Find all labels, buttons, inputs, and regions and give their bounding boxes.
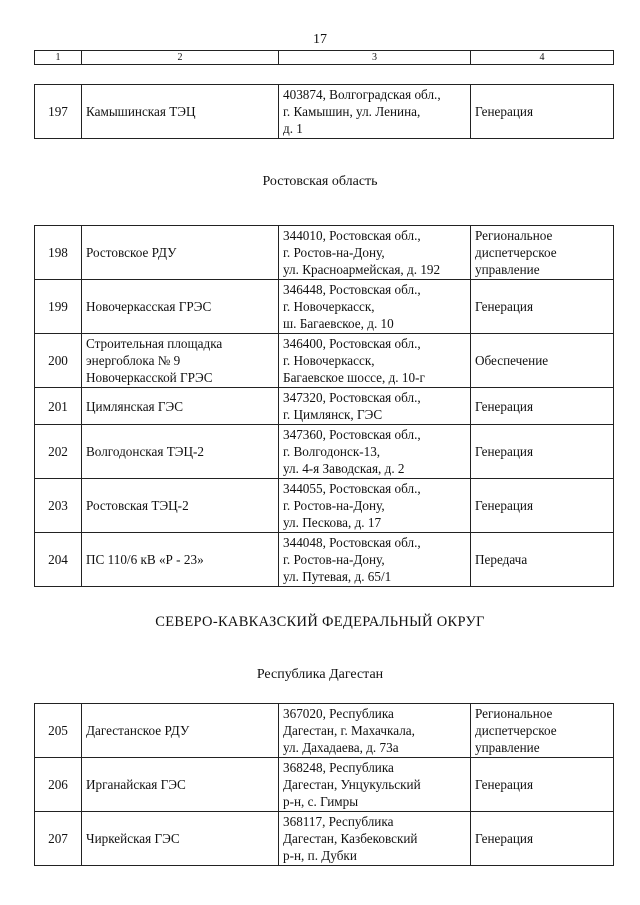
activity-type-line: Генерация: [475, 498, 534, 513]
address-line: Дагестан, Казбековский: [283, 831, 418, 846]
row-number: 202: [35, 425, 82, 479]
activity-type-line: Региональное: [475, 228, 553, 243]
address-cell: [279, 280, 471, 334]
address-line: 344055, Ростовская обл.,: [283, 481, 421, 496]
row-number: 199: [35, 280, 82, 334]
object-name-line: Камышинская ТЭЦ: [86, 104, 196, 119]
address-cell: [279, 758, 471, 812]
page-number: 17: [313, 32, 327, 47]
column-number-3: 3: [279, 51, 471, 65]
table-row: [35, 280, 614, 334]
rostov-region-heading: Ростовская область: [262, 174, 378, 189]
table-row: [35, 758, 614, 812]
row-number: 197: [35, 85, 82, 139]
address-line: г. Новочеркасск,: [283, 353, 375, 368]
row-number: 200: [35, 334, 82, 388]
activity-type-cell: [471, 388, 614, 425]
address-line: 367020, Республика: [283, 706, 394, 721]
address-line: Дагестан, Унцукульский: [283, 777, 421, 792]
address-line: г. Ростов-на-Дону,: [283, 245, 385, 260]
address-cell: [279, 812, 471, 866]
table-row: [35, 704, 614, 758]
address-line: г. Цимлянск, ГЭС: [283, 407, 383, 422]
column-number-2: 2: [82, 51, 279, 65]
activity-type-cell: [471, 812, 614, 866]
address-line: ул. Дахадаева, д. 73а: [283, 740, 399, 755]
table-row: [35, 812, 614, 866]
object-name-cell: [82, 226, 279, 280]
address-line: 344010, Ростовская обл.,: [283, 228, 421, 243]
object-name-cell: [82, 425, 279, 479]
volgograd-table: [34, 84, 614, 139]
activity-type-cell: [471, 758, 614, 812]
object-name-cell: [82, 280, 279, 334]
address-line: 403874, Волгоградская обл.,: [283, 87, 441, 102]
table-row: [35, 226, 614, 280]
address-line: г. Ростов-на-Дону,: [283, 552, 385, 567]
object-name-cell: [82, 704, 279, 758]
address-line: р-н, с. Гимры: [283, 794, 359, 809]
address-line: Багаевское шоссе, д. 10-г: [283, 370, 425, 385]
address-line: ул. Красноармейская, д. 192: [283, 262, 441, 277]
address-line: ул. Пескова, д. 17: [283, 515, 382, 530]
dagestan-republic-heading: Республика Дагестан: [256, 667, 384, 682]
activity-type-line: Генерация: [475, 398, 534, 414]
object-name-cell: [82, 533, 279, 587]
activity-type-line: Обеспечение: [475, 353, 549, 368]
address-cell: [279, 533, 471, 587]
address-cell: [279, 388, 471, 425]
address-line: 347360, Ростовская обл.,: [283, 427, 421, 442]
activity-type-line: Региональное: [475, 706, 553, 721]
address-cell: [279, 479, 471, 533]
row-number: 203: [35, 479, 82, 533]
object-name-line: Строительная площадка: [86, 336, 223, 351]
activity-type-cell: [471, 226, 614, 280]
address-line: ш. Багаевское, д. 10: [283, 316, 394, 331]
object-name-line: ПС 110/6 кВ «Р - 23»: [86, 552, 204, 567]
column-number-header: [34, 50, 614, 65]
address-line: 368248, Республика: [283, 760, 394, 775]
address-line: ул. 4-я Заводская, д. 2: [283, 461, 405, 476]
activity-type-line: диспетчерское: [475, 723, 557, 738]
address-line: 346400, Ростовская обл.,: [283, 336, 421, 351]
table-row: [35, 479, 614, 533]
column-number-1: 1: [35, 51, 82, 65]
table-row: [35, 533, 614, 587]
object-name-line: Волгодонская ТЭЦ-2: [86, 444, 204, 459]
object-name-line: Ростовское РДУ: [86, 245, 177, 260]
row-number: 207: [35, 812, 82, 866]
address-line: г. Волгодонск-13,: [283, 444, 381, 459]
dagestan-table: [34, 703, 614, 866]
address-line: г. Ростов-на-Дону,: [283, 498, 385, 513]
address-line: Дагестан, г. Махачкала,: [283, 723, 415, 738]
activity-type-line: Передача: [475, 552, 528, 567]
address-line: д. 1: [283, 121, 303, 136]
address-line: 344048, Ростовская обл.,: [283, 535, 421, 550]
activity-type-cell: [471, 533, 614, 587]
row-number: 201: [35, 388, 82, 425]
object-name-cell: [82, 388, 279, 425]
row-number: 204: [35, 533, 82, 587]
object-name-line: Цимлянская ГЭС: [86, 398, 184, 414]
object-name-cell: [82, 334, 279, 388]
activity-type-line: управление: [475, 740, 540, 755]
address-line: ул. Путевая, д. 65/1: [283, 569, 392, 584]
object-name-cell: [82, 758, 279, 812]
object-name-cell: [82, 812, 279, 866]
activity-type-line: управление: [475, 262, 540, 277]
activity-type-line: Генерация: [475, 777, 534, 792]
activity-type-cell: [471, 280, 614, 334]
table-row: [35, 425, 614, 479]
object-name-line: Дагестанское РДУ: [86, 723, 190, 738]
table-row: [35, 334, 614, 388]
object-name-line: Чиркейская ГЭС: [86, 831, 180, 846]
address-line: г. Камышин, ул. Ленина,: [283, 104, 421, 119]
object-name-line: Новочеркасской ГРЭС: [86, 370, 213, 385]
activity-type-cell: [471, 334, 614, 388]
address-cell: [279, 425, 471, 479]
object-name-line: Новочеркасская ГРЭС: [86, 299, 212, 314]
row-number: 198: [35, 226, 82, 280]
activity-type-cell: [471, 85, 614, 139]
north-caucasus-district-heading: СЕВЕРО-КАВКАЗСКИЙ ФЕДЕРАЛЬНЫЙ ОКРУГ: [155, 614, 485, 630]
address-line: г. Новочеркасск,: [283, 299, 375, 314]
address-cell: [279, 85, 471, 139]
address-line: 368117, Республика: [283, 814, 394, 829]
column-number-4: 4: [471, 51, 614, 65]
address-cell: [279, 334, 471, 388]
table-row: [35, 388, 614, 425]
object-name-cell: [82, 85, 279, 139]
object-name-line: энергоблока № 9: [86, 353, 181, 368]
activity-type-line: диспетчерское: [475, 245, 557, 260]
rostov-table: [34, 225, 614, 587]
address-cell: [279, 704, 471, 758]
table-row: [35, 85, 614, 139]
address-cell: [279, 226, 471, 280]
address-line: 347320, Ростовская обл.,: [283, 390, 421, 405]
activity-type-line: Генерация: [475, 104, 534, 119]
row-number: 205: [35, 704, 82, 758]
address-line: р-н, п. Дубки: [283, 848, 357, 863]
address-line: 346448, Ростовская обл.,: [283, 282, 421, 297]
activity-type-line: Генерация: [475, 444, 534, 459]
object-name-line: Ирганайская ГЭС: [86, 777, 186, 792]
activity-type-cell: [471, 425, 614, 479]
row-number: 206: [35, 758, 82, 812]
activity-type-cell: [471, 479, 614, 533]
activity-type-cell: [471, 704, 614, 758]
object-name-line: Ростовская ТЭЦ-2: [86, 498, 189, 513]
activity-type-line: Генерация: [475, 299, 534, 314]
activity-type-line: Генерация: [475, 831, 534, 846]
object-name-cell: [82, 479, 279, 533]
